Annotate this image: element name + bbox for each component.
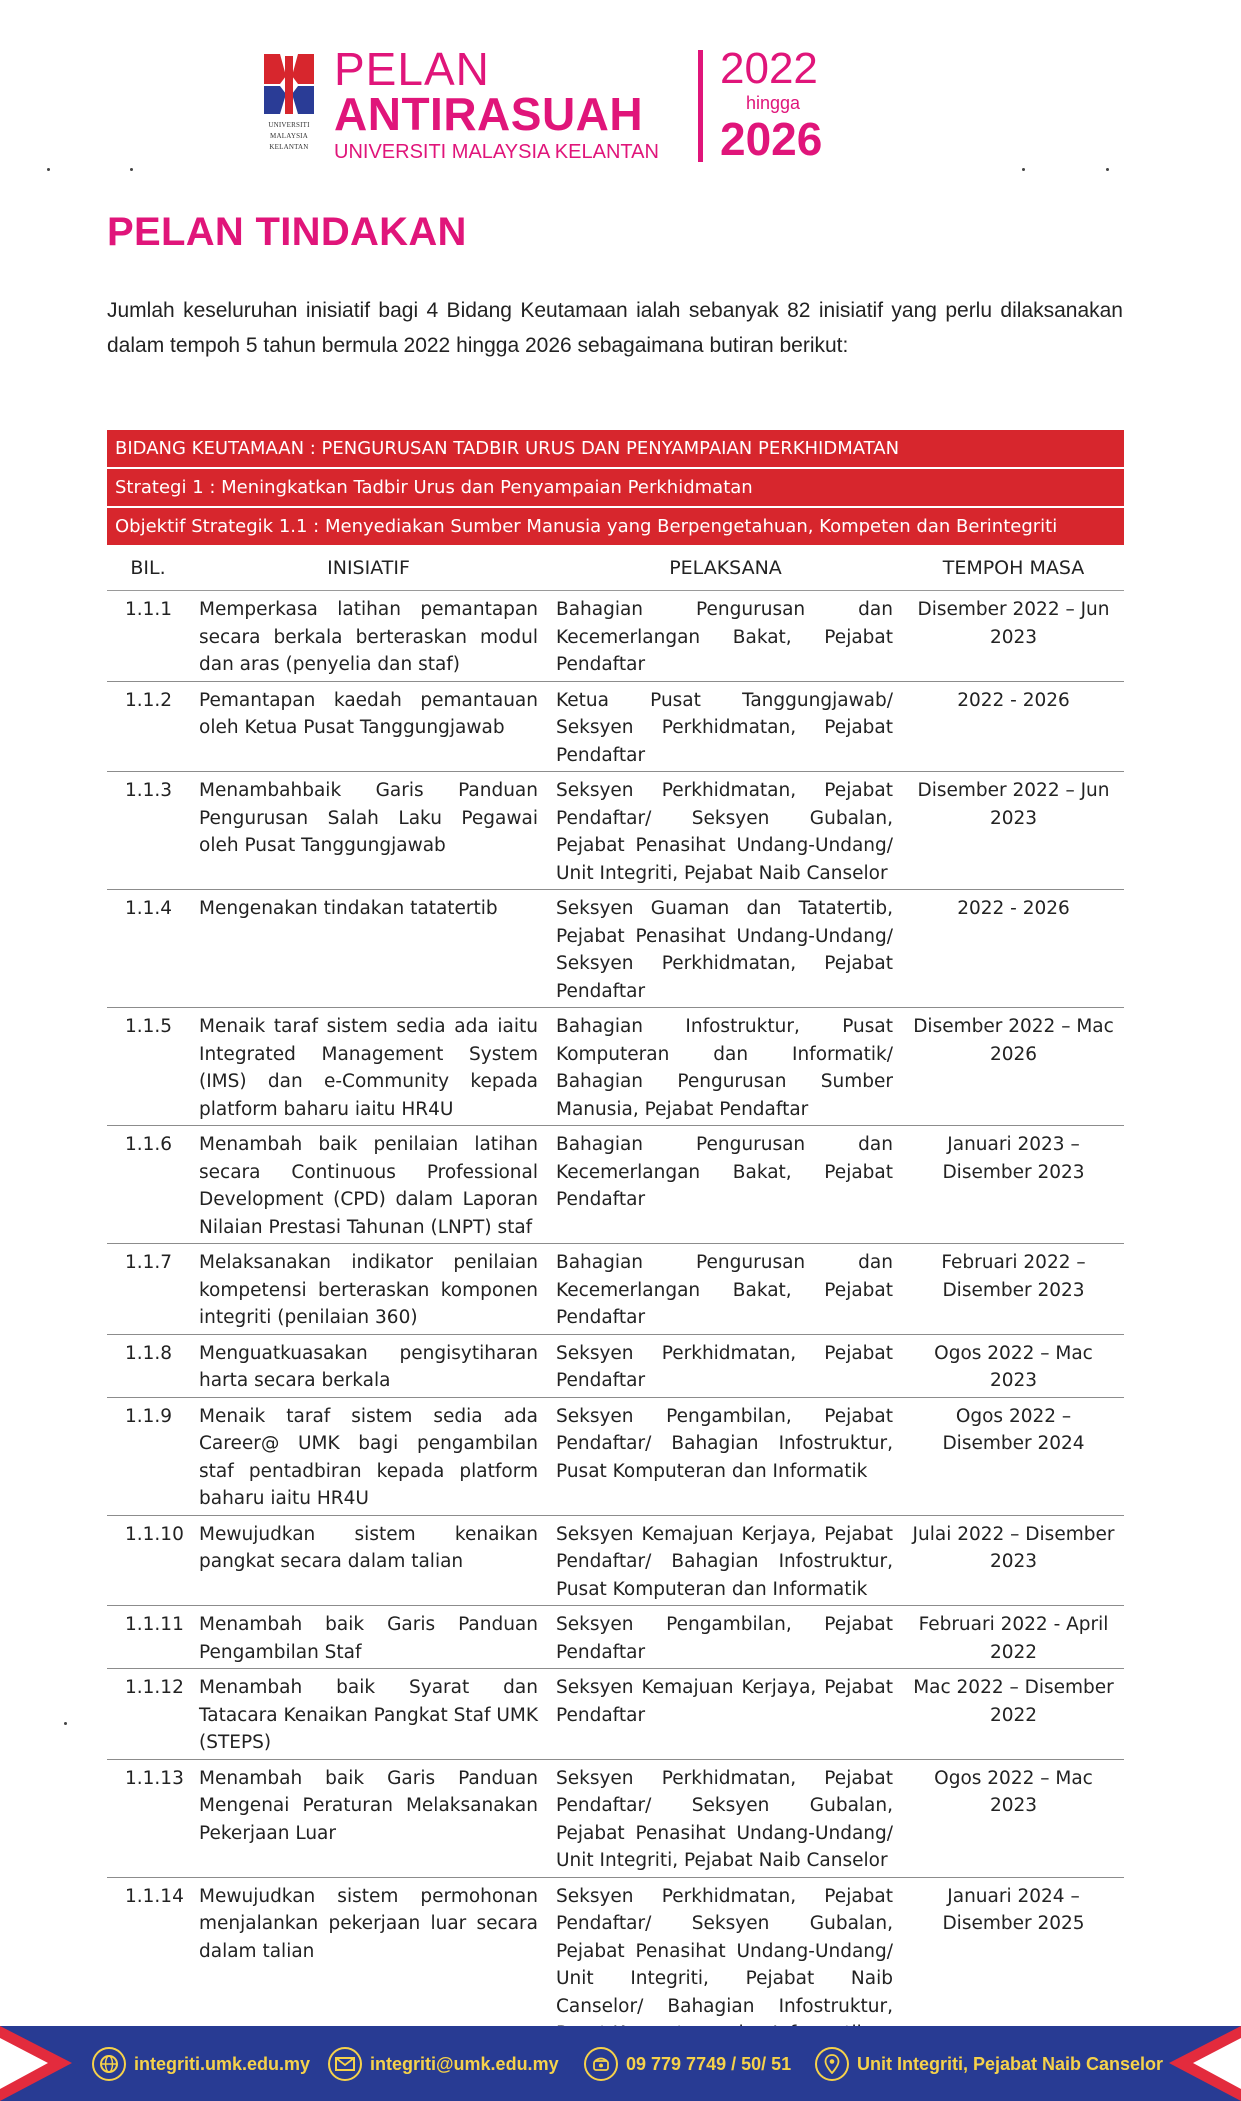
- cell-pelaksana: Seksyen Kemajuan Kerjaya, Pejabat Pendaftar/ Bahagian Infostruktur, Pusat Komputeran dan Informatik: [556, 1523, 893, 1600]
- cell-inisiatif: Memperkasa latihan pemantapan secara berkala berteraskan modul dan aras (penyelia dan staf): [199, 599, 538, 675]
- speck: [64, 1722, 67, 1725]
- cell-inisiatif: Melaksanakan indikator penilaian kompetensi berteraskan komponen integriti (penilaian 360): [199, 1252, 538, 1328]
- band-objektif: Objektif Strategik 1.1 : Menyediakan Sumber Manusia yang Berpengetahuan, Kompeten dan Berintegriti: [107, 508, 1124, 547]
- year-end: 2026: [720, 113, 823, 165]
- cell-tempoh: Februari 2022 - April 2022: [918, 1614, 1109, 1663]
- cell-tempoh: Ogos 2022 – Disember 2024: [942, 1405, 1085, 1454]
- intro-paragraph: Jumlah keseluruhan inisiatif bagi 4 Bidang Keutamaan ialah sebanyak 82 inisiatif yang perlu dilaksanakan dalam tempoh 5 tahun bermula 2022 hingga 2026 sebagaimana butiran berikut:: [107, 299, 1123, 357]
- umk-logo: [258, 50, 320, 160]
- cell-pelaksana: Seksyen Kemajuan Kerjaya, Pejabat Pendaftar: [556, 1677, 893, 1726]
- header-divider: [698, 50, 703, 162]
- cell-pelaksana: Seksyen Pengambilan, Pejabat Pendaftar/ Bahagian Infostruktur, Pusat Komputeran dan Informatik: [556, 1405, 893, 1482]
- logo-caption: UNIVERSITI MALAYSIA KELANTAN: [268, 121, 310, 151]
- location-pin-icon: [815, 2047, 849, 2081]
- cell-tempoh: Mac 2022 – Disember 2022: [913, 1677, 1114, 1726]
- speck: [47, 168, 50, 171]
- cell-inisiatif: Pemantapan kaedah pemantauan oleh Ketua Pusat Tanggungjawab: [199, 689, 538, 738]
- cell-inisiatif: Menguatkuasakan pengisytiharan harta secara berkala: [199, 1342, 538, 1391]
- speck: [1106, 168, 1109, 171]
- umk-emblem-icon: [258, 50, 320, 118]
- table-row: [107, 1335, 1124, 1398]
- cell-tempoh: Januari 2024 – Disember 2025: [942, 1885, 1085, 1934]
- cell-bil: 1.1.6: [125, 1134, 173, 1155]
- cell-inisiatif: Menambah baik Garis Panduan Mengenai Peraturan Melaksanakan Pekerjaan Luar: [199, 1767, 538, 1844]
- cell-bil: 1.1.13: [125, 1767, 184, 1789]
- table-row: [107, 1606, 1124, 1669]
- cell-inisiatif: Mewujudkan sistem permohonan menjalankan pekerjaan luar secara dalam talian: [199, 1885, 538, 1962]
- cell-pelaksana: Bahagian Infostruktur, Pusat Komputeran dan Informatik/ Bahagian Pengurusan Sumber Manusia, Pejabat Pendaftar: [556, 1016, 893, 1120]
- mail-icon: [328, 2047, 362, 2081]
- cell-inisiatif: Menambah baik penilaian latihan secara Continuous Professional Development (CPD) dalam Laporan Nilaian Prestasi Tahunan (LNPT) staf: [199, 1134, 538, 1238]
- footer-email[interactable]: [328, 2045, 559, 2083]
- cell-pelaksana: Bahagian Pengurusan dan Kecemerlangan Bakat, Pejabat Pendaftar: [556, 1134, 893, 1210]
- cell-pelaksana: Seksyen Perkhidmatan, Pejabat Pendaftar/ Seksyen Gubalan, Pejabat Penasihat Undang-Undang/ Unit Integriti, Pejabat Naib Canselor: [556, 1767, 893, 1871]
- cell-tempoh: Ogos 2022 – Mac 2023: [934, 1342, 1093, 1391]
- cell-tempoh: Januari 2023 – Disember 2023: [942, 1134, 1085, 1183]
- cell-bil: 1.1.5: [125, 1016, 173, 1037]
- table-row: [107, 1878, 1124, 2051]
- speck: [130, 168, 133, 171]
- office-name: Unit Integriti, Pejabat Naib Canselor: [857, 2053, 1164, 2074]
- cell-bil: 1.1.2: [125, 689, 173, 711]
- year-separator: hingga: [746, 93, 801, 113]
- cell-inisiatif: Menaik taraf sistem sedia ada iaitu Integrated Management System (IMS) dan e-Community kepada platform baharu iaitu HR4U: [199, 1016, 538, 1120]
- cell-bil: 1.1.3: [125, 780, 173, 801]
- table-row: [107, 1669, 1124, 1760]
- cell-tempoh: 2022 - 2026: [957, 689, 1070, 711]
- cell-pelaksana: Seksyen Guaman dan Tatatertib, Pejabat Penasihat Undang-Undang/ Seksyen Perkhidmatan, Pejabat Pendaftar: [556, 898, 893, 1002]
- footer-website[interactable]: [92, 2045, 310, 2083]
- cell-tempoh: Disember 2022 – Jun 2023: [917, 599, 1110, 648]
- cell-tempoh: Februari 2022 – Disember 2023: [941, 1252, 1086, 1301]
- cell-inisiatif: Mewujudkan sistem kenaikan pangkat secara dalam talian: [199, 1523, 538, 1572]
- table-row: [107, 1126, 1124, 1244]
- footer-office: [815, 2045, 1163, 2083]
- table-row: [107, 772, 1124, 890]
- header-bil: BIL.: [130, 557, 166, 579]
- title-pelan: PELAN: [334, 43, 490, 95]
- cell-pelaksana: Seksyen Perkhidmatan, Pejabat Pendaftar/ Seksyen Gubalan, Pejabat Penasihat Undang-Undang/ Unit Integriti, Pejabat Naib Canselor/ Bahagian Infostruktur,: [556, 1885, 893, 2017]
- cell-inisiatif: Mengenakan tindakan tatatertib: [199, 898, 498, 919]
- band-bidang: BIDANG KEUTAMAAN : PENGURUSAN TADBIR URUS DAN PENYAMPAIAN PERKHIDMATAN: [107, 430, 1124, 469]
- cell-pelaksana: Ketua Pusat Tanggungjawab/ Seksyen Perkhidmatan, Pejabat Pendaftar: [556, 689, 893, 766]
- website-link[interactable]: integriti.umk.edu.my: [134, 2053, 311, 2074]
- cell-bil: 1.1.12: [125, 1677, 184, 1698]
- cell-pelaksana: Seksyen Perkhidmatan, Pejabat Pendaftar/ Seksyen Gubalan, Pejabat Penasihat Undang-Undang/ Unit Integriti, Pejabat Naib Canselor: [556, 780, 893, 884]
- table-row: [107, 682, 1124, 773]
- table-row: [107, 1244, 1124, 1335]
- footer-chevron-right-inner: [1193, 2038, 1241, 2089]
- cell-bil: 1.1.14: [125, 1885, 184, 1907]
- page-title: PELAN TINDAKAN: [107, 210, 467, 254]
- title-university: UNIVERSITI MALAYSIA KELANTAN: [334, 141, 659, 163]
- cell-pelaksana: Seksyen Pengambilan, Pejabat Pendaftar: [556, 1614, 893, 1663]
- cell-pelaksana: Bahagian Pengurusan dan Kecemerlangan Bakat, Pejabat Pendaftar: [556, 1252, 893, 1328]
- cell-inisiatif: Menambah baik Syarat dan Tatacara Kenaikan Pangkat Staf UMK (STEPS): [199, 1677, 538, 1753]
- header-inisiatif: INISIATIF: [327, 557, 410, 579]
- cell-bil: 1.1.4: [125, 898, 173, 919]
- action-plan-table: [107, 430, 1124, 2051]
- cell-pelaksana: Seksyen Perkhidmatan, Pejabat Pendaftar: [556, 1342, 893, 1391]
- table-row: [107, 1516, 1124, 1607]
- header-pelaksana: PELAKSANA: [669, 557, 782, 579]
- table-row: [107, 1008, 1124, 1126]
- cell-tempoh: Disember 2022 – Mac 2026: [913, 1016, 1114, 1065]
- title-antirasuah: ANTIRASUAH: [334, 88, 644, 140]
- band-strategi: Strategi 1 : Meningkatkan Tadbir Urus dan Penyampaian Perkhidmatan: [107, 469, 1124, 508]
- cell-bil: 1.1.1: [125, 599, 173, 620]
- cell-inisiatif: Menambah baik Garis Panduan Pengambilan Staf: [199, 1614, 538, 1663]
- table-row: [107, 591, 1124, 682]
- footer-phone[interactable]: [584, 2045, 791, 2083]
- phone-number[interactable]: 09 779 7749 / 50/ 51: [626, 2053, 792, 2074]
- footer-chevron-left-inner: [0, 2038, 48, 2089]
- cell-inisiatif: Menambahbaik Garis Panduan Pengurusan Salah Laku Pegawai oleh Pusat Tanggungjawab: [199, 780, 538, 856]
- table-row: [107, 1398, 1124, 1516]
- phone-icon: [584, 2047, 618, 2081]
- cell-tempoh: Julai 2022 – Disember 2023: [912, 1523, 1115, 1572]
- globe-icon: [92, 2047, 126, 2081]
- cell-tempoh: 2022 - 2026: [957, 898, 1070, 919]
- table-row: [107, 1760, 1124, 1878]
- cell-bil: 1.1.9: [125, 1405, 173, 1427]
- table-row: [107, 890, 1124, 1008]
- cell-inisiatif: Menaik taraf sistem sedia ada Career@ UMK bagi pengambilan staf pentadbiran kepada platform baharu iaitu HR4U: [199, 1405, 538, 1509]
- cell-pelaksana: Bahagian Pengurusan dan Kecemerlangan Bakat, Pejabat Pendaftar: [556, 599, 893, 675]
- speck: [1022, 168, 1025, 171]
- cell-bil: 1.1.7: [125, 1252, 173, 1273]
- email-link[interactable]: integriti@umk.edu.my: [370, 2053, 559, 2074]
- cell-bil: 1.1.11: [125, 1614, 184, 1635]
- year-start: 2022: [720, 44, 818, 93]
- table-header: [107, 547, 1124, 591]
- header-tempoh: TEMPOH MASA: [942, 557, 1085, 579]
- cell-tempoh: Ogos 2022 – Mac 2023: [934, 1767, 1093, 1816]
- cell-bil: 1.1.8: [125, 1342, 173, 1364]
- cell-bil: 1.1.10: [125, 1523, 184, 1545]
- document-header: [258, 44, 848, 164]
- footer-bar: [0, 2026, 1241, 2101]
- cell-tempoh: Disember 2022 – Jun 2023: [917, 780, 1110, 829]
